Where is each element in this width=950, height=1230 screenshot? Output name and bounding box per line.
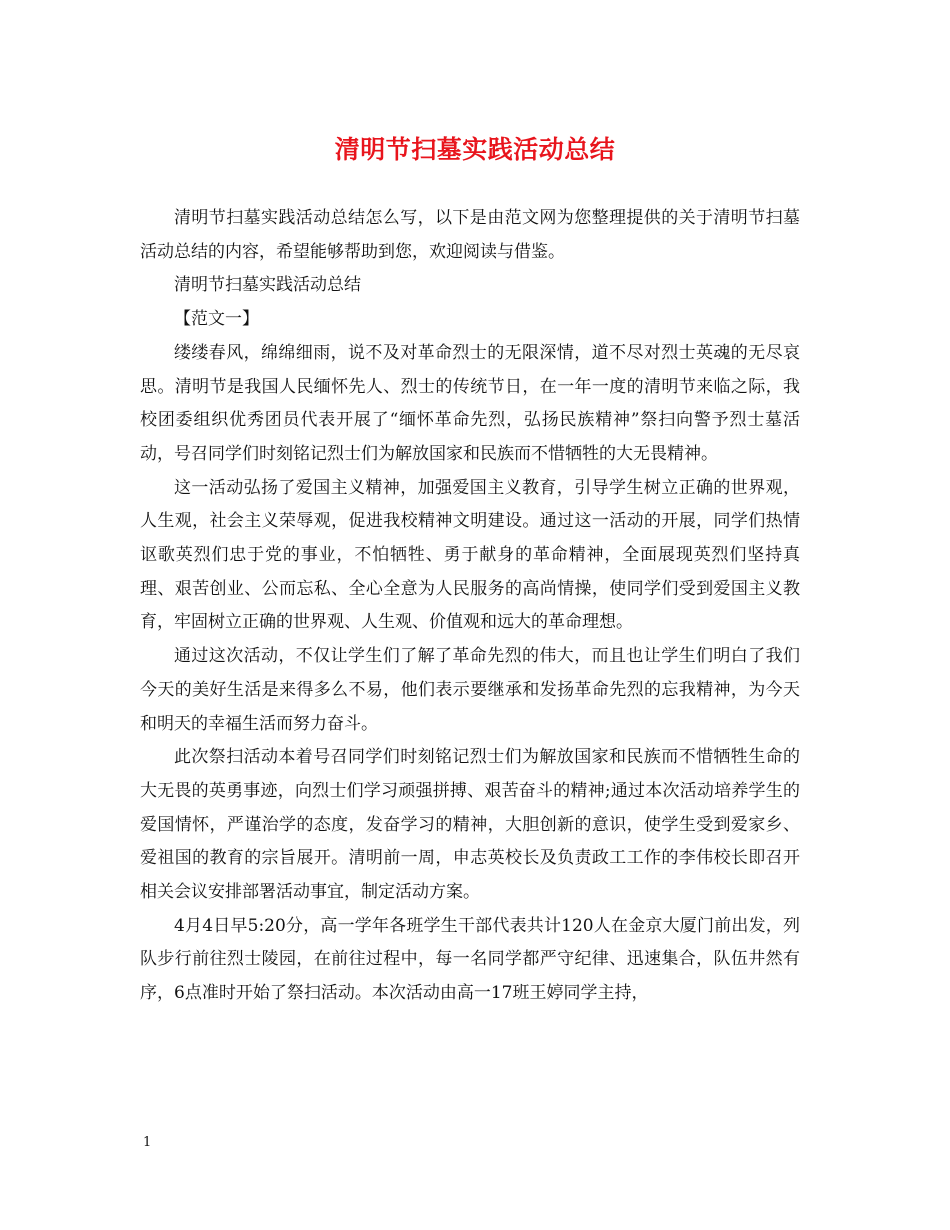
body-paragraph: 4月4日早5:20分，高一学年各班学生干部代表共计120人在金京大厦门前出发，列队步行前往烈士陵园，在前往过程中，每一名同学都严守纪律、迅速集合，队伍井然有序，6点准时开始了祭扫活动。本次活动由高一17班王婷同学主持， — [140, 915, 800, 1004]
document-body — [140, 202, 800, 1011]
section-label: 【范文一】 — [174, 309, 259, 330]
body-paragraph: 通过这次活动，不仅让学生们了解了革命先烈的伟大，而且也让学生们明白了我们今天的美好生活是来得多么不易，他们表示要继承和发扬革命先烈的忘我精神，为今天和明天的幸福生活而努力奋斗。 — [140, 646, 800, 734]
body-paragraph: 缕缕春风，绵绵细雨，说不及对革命烈士的无限深情，道不尽对烈士英魂的无尽哀思。清明节是我国人民缅怀先人、烈士的传统节日，在一年一度的清明节来临之际，我校团委组织优秀团员代表开展了“缅怀革命先烈，弘扬民族精神”祭扫向警予烈士墓活动，号召同学们时刻铭记烈士们为解放国家和民族而不惜牺牲的大无畏精神。 — [140, 342, 800, 464]
body-paragraph: 这一活动弘扬了爱国主义精神，加强爱国主义教育，引导学生树立正确的世界观，人生观，社会主义荣辱观，促进我校精神文明建设。通过这一活动的开展，同学们热情讴歌英烈们忠于党的事业，不怕牺牲、勇于献身的革命精神，全面展现英烈们坚持真理、艰苦创业、公而忘私、全心全意为人民服务的高尚情操，使同学们受到爱国主义教育，牢固树立正确的世界观、人生观、价值观和远大的革命理想。 — [140, 477, 800, 633]
body-paragraph: 此次祭扫活动本着号召同学们时刻铭记烈士们为解放国家和民族而不惜牺牲生命的大无畏的英勇事迹，向烈士们学习顽强拼搏、艰苦奋斗的精神;通过本次活动培养学生的爱国情怀，严谨治学的态度，发奋学习的精神，大胆创新的意识，使学生受到爱家乡、爱祖国的教育的宗旨展开。清明前一周，申志英校长及负责政工工作的李伟校长即召开相关会议安排部署活动事宜，制定活动方案。 — [140, 747, 800, 903]
intro-paragraph: 清明节扫墓实践活动总结怎么写，以下是由范文网为您整理提供的关于清明节扫墓活动总结的内容，希望能够帮助到您，欢迎阅读与借鉴。 — [140, 208, 800, 262]
subtitle-paragraph: 清明节扫墓实践活动总结 — [174, 275, 361, 296]
page-number: 1 — [143, 1135, 152, 1150]
document-title: 清明节扫墓实践活动总结 — [334, 135, 616, 164]
